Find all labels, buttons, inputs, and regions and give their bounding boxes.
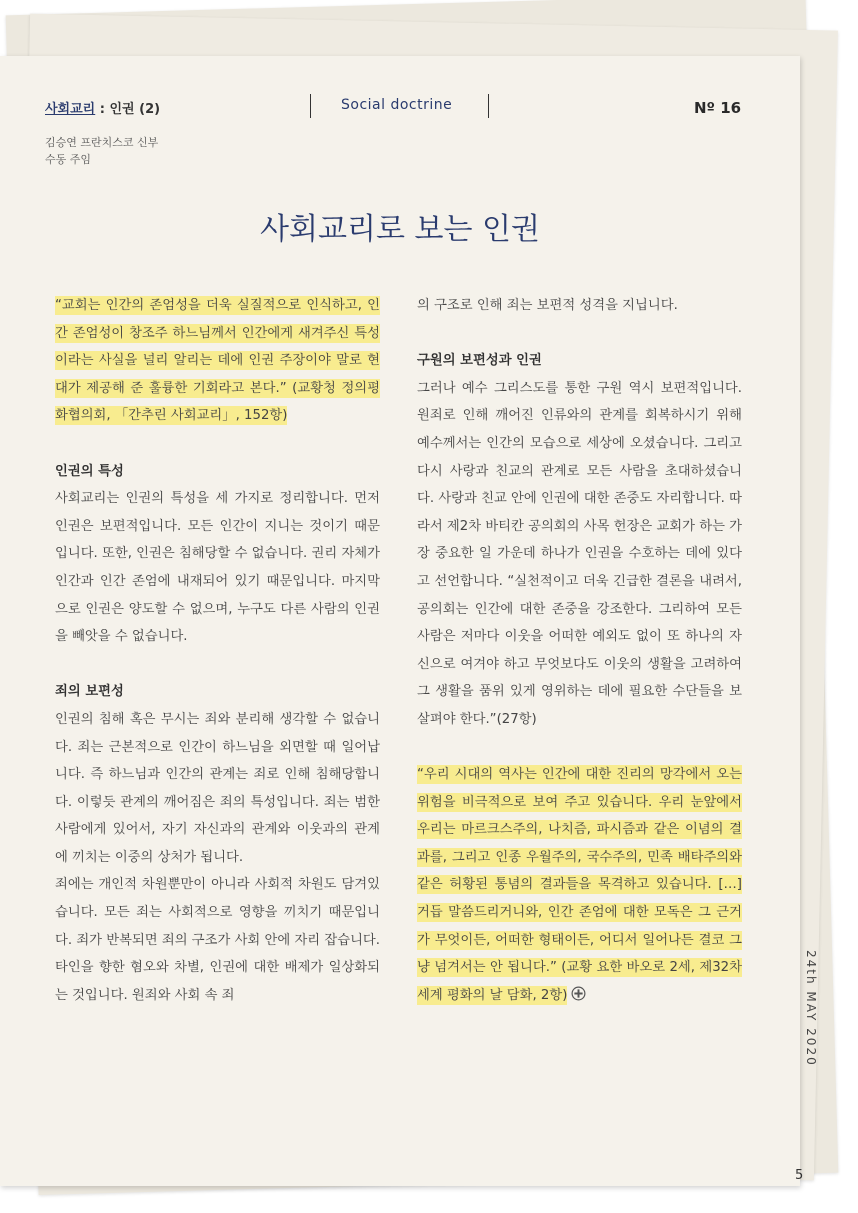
section-label: Social doctrine — [341, 97, 453, 113]
side-date: 24th MAY 2020 — [804, 950, 818, 1067]
author-name: 김승연 프란치스코 신부 — [45, 136, 159, 149]
topic-label: 인권 (2) — [109, 102, 161, 117]
left-column — [55, 292, 380, 1009]
category-label: 사회교리 — [45, 102, 96, 117]
cross-in-circle-icon — [571, 986, 586, 1001]
opening-quote — [55, 292, 380, 430]
header-divider-left — [310, 94, 311, 118]
page-number: 5 — [795, 1168, 804, 1183]
header-divider-right — [488, 94, 489, 118]
category-separator: : — [95, 102, 110, 117]
closing-quote — [417, 761, 742, 1009]
paragraph-continued: 의 구조로 인해 죄는 보편적 성격을 지닙니다. — [417, 298, 678, 313]
paragraph-gap — [417, 734, 742, 762]
paragraph-sin: 인권의 침해 혹은 무시는 죄와 분리해 생각할 수 없습니다. 죄는 근본적으로 인간이 하느님을 외면할 때 일어납니다. 즉 하느님과 인간의 관계는 죄로 인해 침해당합니다. 이렇듯 관계의 깨어짐은 죄의 특성입니다. 죄는 범한 사람에게 있어서, 자기 자신과의 관계와 이웃과의 관계에 끼치는 이중의 상처가 됩니다. — [55, 711, 380, 865]
paragraph-characteristics: 사회교리는 인권의 특성을 세 가지로 정리합니다. 먼저 인권은 보편적입니다. 모든 인간이 지니는 것이기 때문입니다. 또한, 인권은 침해당할 수 없습니다. 권리 자체가 인간과 인간 존엄에 내재되어 있기 때문입니다. 마지막으로 인권은 양도할 수 없으며, 누구도 다른 사람의 인권을 빼앗을 수 없습니다. — [55, 491, 380, 645]
section-heading-sin: 죄의 보편성 — [55, 684, 124, 700]
paragraph-social-sin: 죄에는 개인적 차원뿐만이 아니라 사회적 차원도 담겨있습니다. 모든 죄는 사회적으로 영향을 끼치기 때문입니다. 죄가 반복되면 죄의 구조가 사회 안에 자리 잡습니다. 타인을 향한 혐오와 차별, 인권에 대한 배제가 일상화되는 것입니다. 원죄와 사회 속 죄 — [55, 877, 380, 1003]
header-category — [45, 98, 160, 117]
paragraph-salvation: 그러나 예수 그리스도를 통한 구원 역시 보편적입니다. 원죄로 인해 깨어진 인류와의 관계를 회복하시기 위해 예수께서는 인간의 모습으로 세상에 오셨습니다. 그리고 다시 사랑과 친교의 관계로 모든 사람을 초대하셨습니다. 사랑과 친교 안에 인권에 대한 존중도 자리합니다. 따라서 제2차 바티칸 공의회의 사목 헌장은 교회가 하는 가장 중요한 일 가운데 하나가 인권을 수호하는 데에 있다고 선언합니다. “실천적이고 더욱 긴급한 결론을 내려서, 공의회는 인간에 대한 존중을 강조한다. 그리하여 모든 사람은 저마다 이웃을 어떠한 예외도 없이 또 하나의 자신으로 여겨야 하고 무엇보다도 이웃의 생활을 고려하여 그 생활을 품위 있게 영위하는 데에 필요한 수단들을 보살펴야 한다.”(27항) — [417, 380, 742, 727]
section-heading-characteristics: 인권의 특성 — [55, 463, 124, 479]
author-role: 수동 주임 — [45, 153, 92, 166]
right-column — [417, 292, 742, 1009]
issue-number: Nº 16 — [694, 99, 742, 117]
highlighted-quote: “교회는 인간의 존엄성을 더욱 실질적으로 인식하고, 인간 존엄성이 창조주 하느님께서 인간에게 새겨주신 특성이라는 사실을 널리 알리는 데에 인권 주장이야 말로 현대가 제공해 준 훌륭한 기회라고 본다.” (교황청 정의평화협의회, 「간추린 사회교리」, 152항) — [55, 298, 380, 424]
page-title: 사회교리로 보는 인권 — [260, 212, 540, 247]
section-heading-salvation: 구원의 보편성과 인권 — [417, 353, 542, 369]
highlighted-quote-pope: “우리 시대의 역사는 인간에 대한 진리의 망각에서 오는 위험을 비극적으로 보여 주고 있습니다. 우리 눈앞에서 우리는 마르크스주의, 나치즘, 파시즘과 같은 이념의 결과를, 그리고 인종 우월주의, 국수주의, 민족 배타주의와 같은 허황된 통념의 결과들을 목격하고 있습니다. […] 거듭 말씀드리거니와, 인간 존엄에 대한 모독은 그 근거가 무엇이든, 어떠한 형태이든, 어디서 일어나든 결코 그냥 넘겨서는 안 됩니다.” (교황 요한 바오로 2세, 제32차 세계 평화의 날 담화, 2항) — [417, 767, 742, 1003]
author-block — [45, 134, 158, 168]
